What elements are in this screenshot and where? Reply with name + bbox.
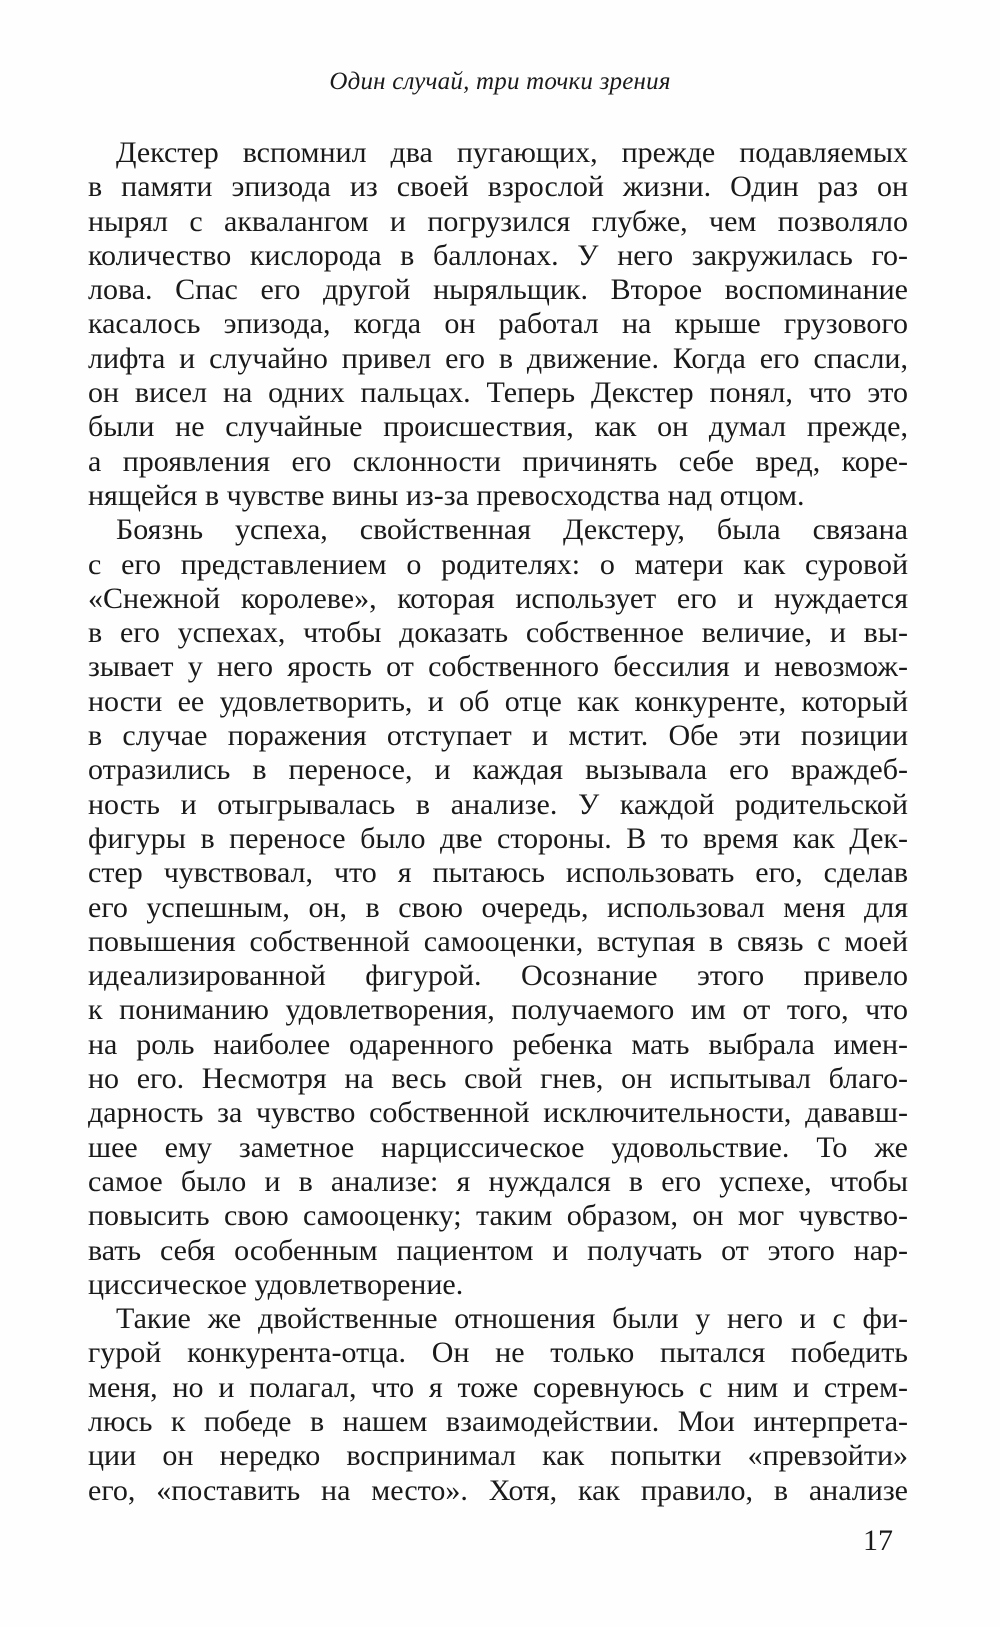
text-line: к пониманию удовлетворения, получаемого им от того, что bbox=[88, 993, 908, 1027]
text-line: нящейся в чувстве вины из-за превосходства над отцом. bbox=[88, 478, 805, 512]
body-text bbox=[88, 136, 908, 1508]
text-line: ции он нередко воспринимал как попытки «превзойти» bbox=[88, 1439, 908, 1473]
text-line: нырял с аквалангом и погрузился глубже, чем позволяло bbox=[88, 204, 908, 238]
text-line: лова. Спас его другой ныряльщик. Второе воспоминание bbox=[88, 273, 908, 307]
text-line: зывает у него ярость от собственного бессилия и невозмож- bbox=[88, 650, 908, 684]
text-line: ность и отыгрывалась в анализе. У каждой родительской bbox=[88, 787, 908, 821]
text-line: в памяти эпизода из своей взрослой жизни. Один раз он bbox=[88, 170, 908, 204]
text-line: шее ему заметное нарциссическое удовольствие. То же bbox=[88, 1130, 908, 1164]
text-line: вать себя особенным пациентом и получать от этого нар- bbox=[88, 1233, 908, 1267]
text-line: циссическое удовлетворение. bbox=[88, 1267, 464, 1301]
text-line: стер чувствовал, что я пытаюсь использовать его, сделав bbox=[88, 856, 908, 890]
text-line: люсь к победе в нашем взаимодействии. Мои интерпрета- bbox=[88, 1404, 908, 1438]
text-line: были не случайные происшествия, как он думал прежде, bbox=[88, 410, 908, 444]
text-line: в случае поражения отступает и мстит. Обе эти позиции bbox=[88, 719, 908, 753]
text-line: на роль наиболее одаренного ребенка мать выбрала имен- bbox=[88, 1027, 908, 1061]
text-line: он висел на одних пальцах. Теперь Декстер понял, что это bbox=[88, 376, 908, 410]
text-line: самое было и в анализе: я нуждался в его успехе, чтобы bbox=[88, 1164, 908, 1198]
text-line: его успешным, он, в свою очередь, использовал меня для bbox=[88, 890, 908, 924]
text-line: повышения собственной самооценки, вступая в связь с моей bbox=[88, 924, 908, 958]
text-line: Боязнь успеха, свойственная Декстеру, была связана bbox=[116, 513, 908, 547]
text-line: а проявления его склонности причинять себе вред, коре- bbox=[88, 444, 908, 478]
text-line: гурой конкурента-отца. Он не только пытался победить bbox=[88, 1336, 908, 1370]
running-head: Один случай, три точки зрения bbox=[329, 68, 671, 95]
text-line: Декстер вспомнил два пугающих, прежде подавляемых bbox=[116, 136, 908, 169]
text-line: касалось эпизода, когда он работал на крыше грузового bbox=[88, 307, 908, 341]
text-line: повысить свою самооценку; таким образом, он мог чувство- bbox=[88, 1199, 908, 1233]
text-line: но его. Несмотря на весь свой гнев, он испытывал благо- bbox=[88, 1062, 908, 1096]
text-line: дарность за чувство собственной исключительности, дававш- bbox=[88, 1096, 908, 1130]
page-number: 17 bbox=[863, 1524, 893, 1557]
text-line: идеализированной фигурой. Осознание этого привело bbox=[88, 959, 908, 993]
text-line: «Снежной королеве», которая использует его и нуждается bbox=[88, 581, 908, 615]
text-line: его, «поставить на место». Хотя, как правило, в анализе bbox=[88, 1473, 908, 1507]
text-line: отразились в переносе, и каждая вызывала его враждеб- bbox=[88, 753, 908, 787]
text-line: ности ее удовлетворить, и об отце как конкуренте, который bbox=[88, 684, 908, 718]
text-line: Такие же двойственные отношения были у него и с фи- bbox=[116, 1302, 908, 1336]
text-line: количество кислорода в баллонах. У него закружилась го- bbox=[88, 238, 908, 272]
text-line: меня, но и полагал, что я тоже соревнуюсь с ним и стрем- bbox=[88, 1370, 908, 1404]
text-line: с его представлением о родителях: о матери как суровой bbox=[88, 547, 908, 581]
text-line: в его успехах, чтобы доказать собственное величие, и вы- bbox=[88, 616, 908, 650]
text-line: лифта и случайно привел его в движение. Когда его спасли, bbox=[88, 341, 908, 375]
text-line: фигуры в переносе было две стороны. В то время как Дек- bbox=[88, 821, 908, 855]
